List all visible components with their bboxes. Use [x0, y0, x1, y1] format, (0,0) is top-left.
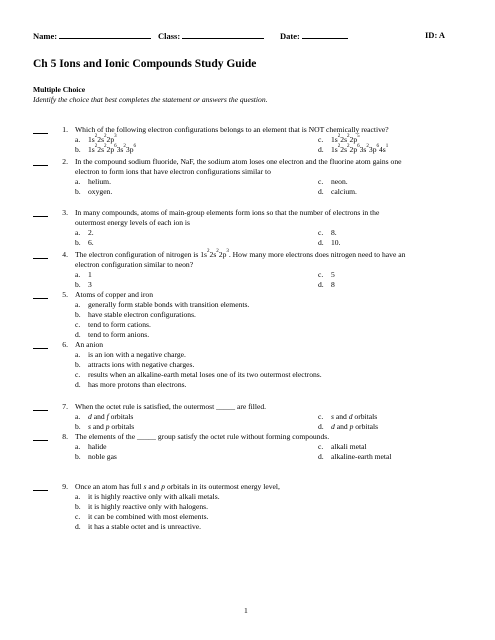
answer-blank[interactable] [33, 250, 48, 259]
name-line [59, 30, 151, 39]
option-text: noble gas [88, 452, 117, 461]
question-number: 5. [62, 290, 68, 299]
class-line [182, 30, 264, 39]
option-letter: c. [318, 177, 324, 186]
option-letter: c. [318, 135, 324, 144]
option-letter: c. [318, 442, 324, 451]
option-text: it is highly reactive only with alkali metals. [88, 492, 220, 501]
class-label: Class: [158, 31, 181, 41]
option-text: 8. [331, 228, 337, 237]
option-text: $1s^22s^22p^63s^23p^6$ [88, 144, 136, 154]
option-text: alkaline-earth metal [331, 452, 392, 461]
answer-option [75, 280, 92, 290]
date-label: Date: [280, 31, 300, 41]
option-text: d and f orbitals [88, 412, 134, 421]
answer-option [75, 452, 117, 462]
question-number: 7. [62, 402, 68, 411]
option-text: oxygen. [88, 187, 113, 196]
answer-option [318, 177, 348, 187]
date-line [302, 30, 348, 39]
name-field [33, 30, 151, 41]
option-letter: a. [75, 492, 81, 501]
option-letter: a. [75, 135, 81, 144]
option-text: 3 [88, 280, 92, 289]
option-letter: d. [75, 330, 81, 339]
question-stem: Which of the following electron configurations belongs to an element that is NOT chemically reactive? [75, 125, 389, 134]
option-text: attracts ions with negative charges. [88, 360, 195, 369]
answer-option [75, 522, 201, 532]
answer-option [318, 228, 337, 238]
answer-blank[interactable] [33, 157, 48, 166]
question-number: 4. [62, 250, 68, 259]
option-text: has more protons than electrons. [88, 380, 187, 389]
option-letter: c. [318, 270, 324, 279]
answer-option [318, 412, 377, 422]
answer-option [75, 330, 149, 340]
answer-option [75, 320, 151, 330]
answer-option [75, 300, 249, 310]
question-stem: In many compounds, atoms of main-group elements form ions so that the number of electrons in the outermost energy levels of each ion is [75, 208, 380, 227]
question-stem: In the compound sodium fluoride, NaF, the sodium atom loses one electron and the fluorine atom gains one electron to form ions that have electron configurations similar to [75, 157, 402, 176]
question-stem: The elements of the _____ group satisfy the octet rule without forming compounds. [75, 432, 330, 441]
option-letter: c. [75, 370, 81, 379]
answer-blank[interactable] [33, 340, 48, 349]
option-text: have stable electron configurations. [88, 310, 196, 319]
option-text: is an ion with a negative charge. [88, 350, 186, 359]
option-text: 6. [88, 238, 94, 247]
option-text: s and d orbitals [331, 412, 378, 421]
option-text: $1s^22s^22p^5$ [331, 134, 360, 144]
option-letter: c. [318, 228, 324, 237]
answer-option [75, 177, 111, 187]
question-stem: Atoms of copper and iron [75, 290, 154, 299]
question-number: 2. [62, 157, 68, 166]
answer-option [318, 422, 378, 432]
option-text: it can be combined with most elements. [88, 512, 209, 521]
option-text: generally form stable bonds with transition elements. [88, 300, 250, 309]
answer-option [318, 238, 341, 248]
option-letter: d. [318, 238, 324, 247]
option-letter: b. [75, 452, 81, 461]
option-letter: b. [75, 360, 81, 369]
option-text: halide [88, 442, 107, 451]
question-number: 9. [62, 482, 68, 491]
answer-option [75, 380, 186, 390]
option-letter: c. [318, 412, 324, 421]
option-text: alkali metal [331, 442, 367, 451]
question-number: 1. [62, 125, 68, 134]
option-letter: b. [75, 145, 81, 154]
answer-blank[interactable] [33, 402, 48, 411]
question-stem: An anion [75, 340, 104, 349]
option-letter: d. [318, 145, 324, 154]
option-text: helium. [88, 177, 111, 186]
id-field [425, 30, 445, 40]
option-letter: b. [75, 502, 81, 511]
name-label: Name: [33, 31, 58, 41]
answer-option [75, 145, 136, 155]
option-letter: b. [75, 310, 81, 319]
date-field [280, 30, 348, 41]
answer-option [75, 310, 196, 320]
page-number: 1 [244, 606, 248, 615]
section-instructions: Identify the choice that best completes the statement or answers the question. [33, 95, 268, 104]
answer-option [75, 270, 92, 280]
option-letter: b. [75, 238, 81, 247]
answer-option [75, 422, 134, 432]
option-letter: a. [75, 228, 81, 237]
option-text: d and p orbitals [331, 422, 379, 431]
option-letter: d. [75, 380, 81, 389]
option-text: s and p orbitals [88, 422, 135, 431]
option-letter: d. [318, 422, 324, 431]
question-stem: Once an atom has full s and p orbitals in its outermost energy level, [75, 482, 280, 491]
option-letter: b. [75, 422, 81, 431]
question-stem: When the octet rule is satisfied, the outermost _____ are filled. [75, 402, 267, 411]
answer-option [75, 360, 194, 370]
section-heading: Multiple Choice [33, 85, 86, 94]
answer-option [75, 492, 220, 502]
option-letter: b. [75, 280, 81, 289]
option-text: it is highly reactive only with halogens. [88, 502, 209, 511]
option-letter: a. [75, 177, 81, 186]
option-text: results when an alkaline-earth metal loses one of its two outermost electrons. [88, 370, 322, 379]
answer-option [75, 370, 322, 380]
answer-option [75, 442, 107, 452]
option-letter: a. [75, 270, 81, 279]
answer-blank[interactable] [33, 290, 48, 299]
answer-blank[interactable] [33, 482, 48, 491]
class-field [158, 30, 264, 41]
answer-blank[interactable] [33, 432, 48, 441]
answer-option [75, 228, 94, 238]
option-text: 5 [331, 270, 335, 279]
option-text: 8 [331, 280, 335, 289]
answer-option [75, 512, 208, 522]
option-text: $1s^22s^22p^3$ [88, 134, 117, 144]
option-letter: d. [318, 280, 324, 289]
option-letter: d. [318, 452, 324, 461]
answer-option [318, 187, 357, 197]
option-text: neon. [331, 177, 348, 186]
answer-option [318, 452, 392, 462]
question-number: 8. [62, 432, 68, 441]
answer-option [75, 350, 186, 360]
answer-option [318, 145, 388, 155]
option-letter: a. [75, 442, 81, 451]
question-number: 6. [62, 340, 68, 349]
option-letter: c. [75, 512, 81, 521]
answer-option [75, 412, 133, 422]
option-letter: c. [75, 320, 81, 329]
option-letter: d. [318, 187, 324, 196]
question-stem: The electron configuration of nitrogen is $1s^22s^22p^3$. How many more electrons does nitrogen need to have an electron configuration similar to neon? [75, 249, 406, 269]
option-letter: d. [75, 522, 81, 531]
option-text: tend to form cations. [88, 320, 151, 329]
option-text: it has a stable octet and is unreactive. [88, 522, 202, 531]
option-letter: a. [75, 350, 81, 359]
option-text: tend to form anions. [88, 330, 150, 339]
option-text: $1s^22s^22p^63s^23p^64s^1$ [331, 144, 389, 154]
answer-option [75, 187, 112, 197]
option-text: 1 [88, 270, 92, 279]
answer-option [75, 238, 94, 248]
answer-option [318, 280, 335, 290]
option-text: 10. [331, 238, 341, 247]
answer-option [318, 442, 367, 452]
question-number: 3. [62, 208, 68, 217]
answer-blank[interactable] [33, 125, 48, 134]
option-letter: a. [75, 300, 81, 309]
answer-blank[interactable] [33, 208, 48, 217]
id-label: ID: A [425, 30, 446, 40]
page-title: Ch 5 Ions and Ionic Compounds Study Guide [33, 58, 257, 70]
option-letter: b. [75, 187, 81, 196]
option-text: 2. [88, 228, 94, 237]
answer-option [318, 270, 335, 280]
option-text: calcium. [331, 187, 357, 196]
answer-option [75, 502, 208, 512]
option-letter: a. [75, 412, 81, 421]
